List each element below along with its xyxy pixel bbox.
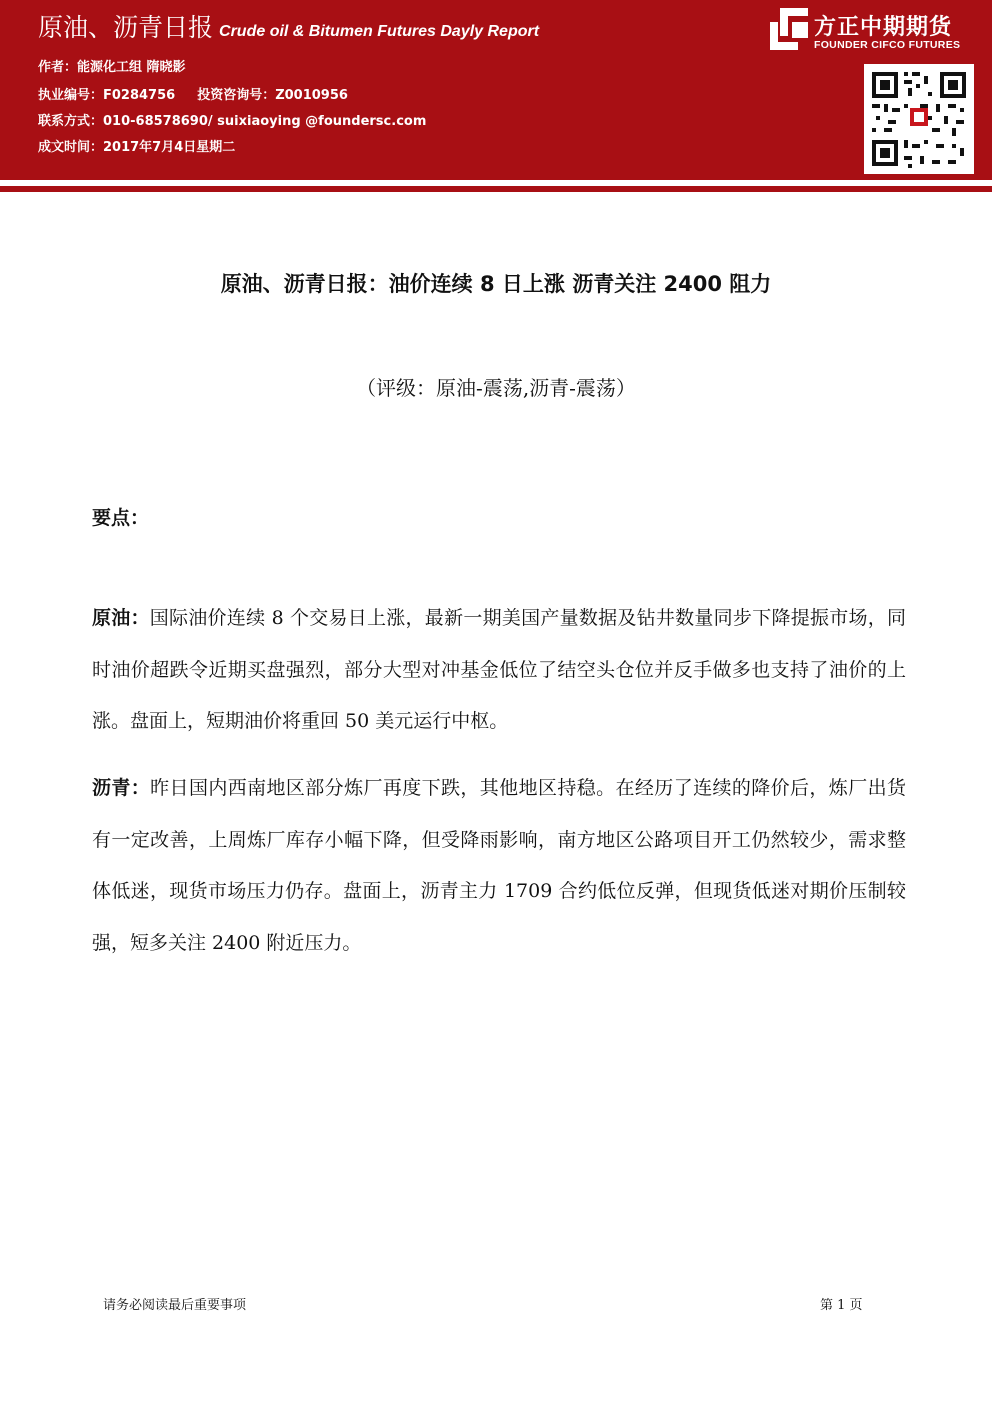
crude-oil-paragraph bbox=[92, 593, 906, 748]
license-number: 执业编号：F0284756 bbox=[38, 88, 176, 103]
document-title: 原油、沥青日报：油价连续 8 日上涨 沥青关注 2400 阻力 bbox=[220, 272, 772, 296]
bitumen-text: 昨日国内西南地区部分炼厂再度下跌，其他地区持稳。在经历了连续的降价后，炼厂出货有一定改善，上周炼厂库存小幅下降，但受降雨影响，南方地区公路项目开工仍然较少，需求整体低迷，现货市场压力仍存。盘面上，沥青主力 1709 合约低位反弹，但现货低迷对期价压制较强，短多关注 2400 附近压力。 bbox=[92, 777, 906, 954]
report-title-en: Crude oil & Bitumen Futures Dayly Report bbox=[219, 23, 540, 40]
bitumen-paragraph bbox=[92, 763, 906, 969]
crude-oil-text: 国际油价连续 8 个交易日上涨，最新一期美国产量数据及钻井数量同步下降提振市场，同时油价超跌令近期买盘强烈，部分大型对冲基金低位了结空头仓位并反手做多也支持了油价的上涨。盘面上，短期油价将重回 50 美元运行中枢。 bbox=[92, 607, 906, 732]
key-points-label: 要点： bbox=[92, 507, 150, 529]
consult-number: 投资咨询号：Z0010956 bbox=[197, 88, 348, 103]
qr-code-icon bbox=[864, 64, 974, 174]
founder-logo-icon bbox=[770, 8, 808, 50]
company-name-cn: 方正中期期货 bbox=[814, 15, 953, 40]
company-logo bbox=[770, 8, 985, 56]
crude-oil-lead: 原油： bbox=[92, 607, 150, 629]
license-line bbox=[38, 84, 348, 103]
company-name-en: FOUNDER CIFCO FUTURES bbox=[814, 39, 961, 51]
report-title-cn: 原油、沥青日报 bbox=[38, 13, 214, 42]
footer-notice: 请务必阅读最后重要事项 bbox=[103, 1298, 247, 1313]
bitumen-lead: 沥青： bbox=[92, 777, 151, 799]
report-title bbox=[38, 10, 539, 50]
rating-line: （评级：原油-震荡,沥青-震荡） bbox=[356, 376, 636, 400]
contact-line: 联系方式：010-68578690/ suixiaoying @foundersc.com bbox=[38, 114, 427, 129]
header-divider bbox=[0, 186, 992, 192]
date-line: 成文时间：2017年7月4日星期二 bbox=[38, 140, 236, 155]
page-number: 第 1 页 bbox=[820, 1298, 863, 1313]
report-header-band bbox=[0, 0, 992, 180]
author-line: 作者：能源化工组 隋晓影 bbox=[38, 60, 186, 75]
